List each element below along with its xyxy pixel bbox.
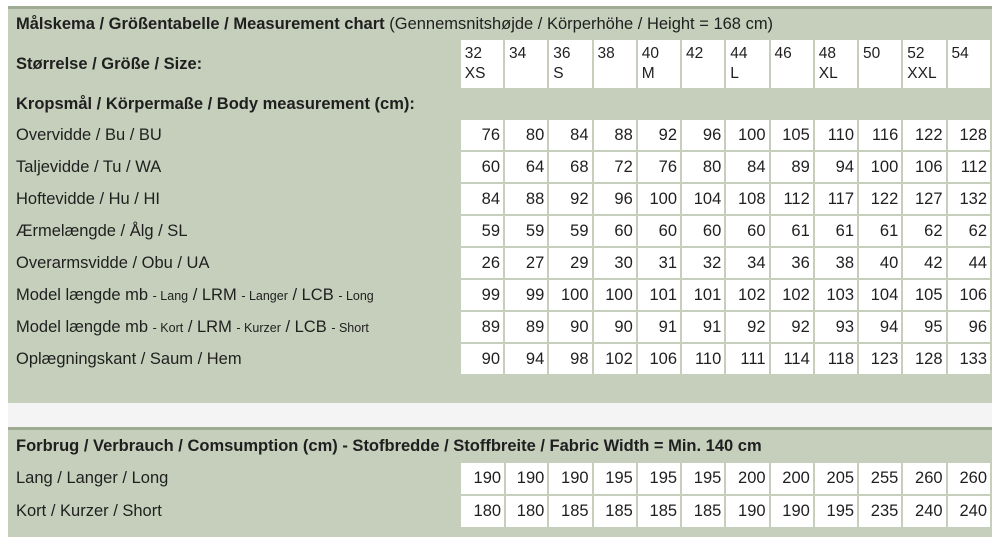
row-label: Kort / Kurzer / Short [16,502,162,520]
value-cell: 76 [638,152,680,182]
value-cell: 93 [815,312,857,342]
row-label-part: / LCB [280,317,332,336]
row-label-part: Overvidde / Bu / BU [16,125,162,144]
chart-title-height-note: (Gennemsnitshøjde / Körperhöhe / Height = 168 cm) [389,15,774,33]
value-cell: 84 [726,152,768,182]
value-cell: 60 [682,216,724,246]
value-cell: 132 [948,184,990,214]
value-cell: 99 [505,280,547,310]
value-cell: 90 [549,312,591,342]
table-row [10,312,990,342]
table-row [10,184,990,214]
value-cell: 104 [859,280,901,310]
value-cell: 128 [948,120,990,150]
value-cell: 44 [948,248,990,278]
value-cell: 100 [549,280,591,310]
size-letter [863,64,901,84]
row-label [10,120,459,150]
value-cell: 90 [594,312,636,342]
value-cell: 127 [903,184,945,214]
row-label [10,344,459,374]
row-label-part: Hoftevidde / Hu / HI [16,189,160,208]
value-cell: 92 [549,184,591,214]
row-label-part: Model længde mb [16,317,153,336]
value-cell: 59 [505,216,547,246]
value-cell: 102 [594,344,636,374]
value-cell: 61 [859,216,901,246]
value-cell: 90 [461,344,503,374]
value-cell: 62 [948,216,990,246]
row-label-part: - Lang [152,288,189,303]
value-cell: 99 [461,280,503,310]
size-letter [686,64,724,84]
row-label [10,216,459,246]
value-cell: 103 [815,280,857,310]
value-cell: 185 [594,496,636,527]
value-cell: 102 [771,280,813,310]
value-cell: 92 [726,312,768,342]
size-header [948,40,990,88]
size-number: 54 [951,45,969,62]
value-cell: 59 [549,216,591,246]
row-label [10,312,459,342]
value-cell: 240 [948,496,990,527]
value-cell: 190 [771,496,813,527]
value-cell: 98 [549,344,591,374]
row-label-part: / LCB [287,285,339,304]
row-label [10,280,459,310]
value-cell: 84 [461,184,503,214]
value-cell: 59 [461,216,503,246]
value-cell: 190 [549,463,591,494]
value-cell: 260 [903,463,945,494]
table-row [10,216,990,246]
row-label-part: / LRM [183,317,237,336]
value-cell: 255 [859,463,901,494]
value-cell: 32 [682,248,724,278]
value-cell: 185 [549,496,591,527]
value-cell: 180 [506,496,547,527]
row-label-part: Oplægningskant / Saum / Hem [16,349,242,368]
value-cell: 104 [682,184,724,214]
size-header [549,40,591,88]
size-number: 42 [686,45,704,62]
value-cell: 80 [505,120,547,150]
value-cell: 190 [461,463,504,494]
size-letter [775,64,813,84]
value-cell: 95 [903,312,945,342]
size-letter: M [641,65,655,82]
value-cell: 94 [505,344,547,374]
row-label-part: - Langer [241,288,288,303]
value-cell: 200 [771,463,813,494]
size-letter: L [730,65,739,82]
value-cell: 112 [948,152,990,182]
size-header [903,40,945,88]
size-number: 32 [464,45,483,62]
value-cell: 92 [771,312,813,342]
value-cell: 180 [461,496,504,527]
value-cell: 205 [815,463,857,494]
row-label-part: Taljevidde / Tu / WA [16,157,162,176]
size-letter: XS [464,65,486,82]
consumption-chart [8,427,992,537]
value-cell: 30 [594,248,636,278]
row-label-part: - Kurzer [236,320,281,335]
table-row [10,248,990,278]
row-label-part: Model længde mb [16,285,153,304]
section-row [10,90,990,118]
size-number: 38 [597,45,615,62]
value-cell: 62 [903,216,945,246]
measurement-table [8,9,992,376]
table-row [10,344,990,374]
size-header [594,40,636,88]
value-cell: 60 [461,152,503,182]
value-cell: 88 [505,184,547,214]
size-number: 44 [730,45,748,62]
value-cell: 91 [682,312,724,342]
table-row [10,463,990,494]
size-letter: XXL [907,65,937,82]
chart-title-bold: Målskema / Größentabelle / Measurement chart [16,15,385,33]
value-cell: 110 [815,120,857,150]
size-number: 48 [818,45,837,62]
value-cell: 76 [461,120,503,150]
row-label-part: - Kort [152,320,184,335]
value-cell: 235 [859,496,901,527]
value-cell: 110 [682,344,724,374]
row-label-part: - Short [331,320,369,335]
section-separator [8,403,992,427]
value-cell: 36 [771,248,813,278]
measurement-chart [8,6,992,403]
row-label: Lang / Langer / Long [16,469,169,487]
size-header [682,40,724,88]
value-cell: 91 [638,312,680,342]
size-letter [509,64,547,84]
size-header [815,40,857,88]
size-number: 34 [509,45,527,62]
size-label: Størrelse / Größe / Size: [16,54,203,73]
value-cell: 94 [859,312,901,342]
value-cell: 195 [815,496,857,527]
value-cell: 96 [948,312,990,342]
value-cell: 89 [505,312,547,342]
size-header [859,40,901,88]
value-cell: 94 [815,152,857,182]
size-letter [952,64,990,84]
size-number: 40 [641,45,660,62]
value-cell: 118 [815,344,857,374]
table-row [10,280,990,310]
table-row [10,152,990,182]
size-number: 52 [907,45,925,62]
value-cell: 96 [682,120,724,150]
value-cell: 133 [948,344,990,374]
size-number: 36 [553,45,571,62]
value-cell: 102 [726,280,768,310]
consumption-header-row [10,432,990,461]
value-cell: 116 [859,120,901,150]
size-header [461,40,503,88]
table-row [10,496,990,527]
row-label-part: / LRM [188,285,242,304]
row-label [10,184,459,214]
value-cell: 190 [506,463,547,494]
value-cell: 106 [903,152,945,182]
value-cell: 128 [903,344,945,374]
size-header [771,40,813,88]
value-cell: 89 [771,152,813,182]
value-cell: 38 [815,248,857,278]
consumption-table [8,430,992,529]
value-cell: 117 [815,184,857,214]
size-letter [598,64,636,84]
size-letter: XL [818,65,838,82]
title-row [10,11,990,38]
table-row [10,120,990,150]
size-row [10,40,990,88]
value-cell: 61 [771,216,813,246]
value-cell: 100 [859,152,901,182]
value-cell: 185 [638,496,680,527]
value-cell: 42 [903,248,945,278]
value-cell: 123 [859,344,901,374]
value-cell: 27 [505,248,547,278]
value-cell: 26 [461,248,503,278]
value-cell: 200 [726,463,768,494]
value-cell: 122 [903,120,945,150]
value-cell: 84 [549,120,591,150]
size-header [638,40,680,88]
consumption-header: Forbrug / Verbrauch / Comsumption (cm) - Stofbredde / Stoffbreite / Fabric Width = Min. 140 cm [16,437,762,455]
size-header [505,40,547,88]
value-cell: 80 [682,152,724,182]
value-cell: 64 [505,152,547,182]
value-cell: 185 [682,496,724,527]
value-cell: 60 [638,216,680,246]
value-cell: 100 [594,280,636,310]
value-cell: 34 [726,248,768,278]
value-cell: 112 [771,184,813,214]
value-cell: 72 [594,152,636,182]
value-cell: 105 [771,120,813,150]
row-label [10,248,459,278]
value-cell: 195 [638,463,680,494]
value-cell: 106 [948,280,990,310]
value-cell: 101 [682,280,724,310]
value-cell: 111 [726,344,768,374]
value-cell: 92 [638,120,680,150]
size-number: 46 [774,45,792,62]
row-label-part: Overarmsvidde / Obu / UA [16,253,210,272]
value-cell: 61 [815,216,857,246]
value-cell: 68 [549,152,591,182]
value-cell: 105 [903,280,945,310]
chart-title [10,11,990,38]
value-cell: 195 [594,463,636,494]
row-label-part: Ærmelængde / Ålg / SL [16,221,188,240]
value-cell: 108 [726,184,768,214]
value-cell: 96 [594,184,636,214]
value-cell: 260 [948,463,990,494]
value-cell: 195 [682,463,724,494]
value-cell: 60 [726,216,768,246]
body-measurement-header: Kropsmål / Körpermaße / Body measurement (cm): [16,94,415,113]
value-cell: 100 [726,120,768,150]
value-cell: 60 [594,216,636,246]
row-label [10,152,459,182]
value-cell: 240 [903,496,945,527]
value-cell: 40 [859,248,901,278]
value-cell: 89 [461,312,503,342]
value-cell: 100 [638,184,680,214]
size-number: 50 [863,45,881,62]
value-cell: 31 [638,248,680,278]
value-cell: 122 [859,184,901,214]
value-cell: 114 [771,344,813,374]
size-header [726,40,768,88]
value-cell: 190 [726,496,768,527]
size-letter: S [553,65,564,82]
value-cell: 29 [549,248,591,278]
value-cell: 101 [638,280,680,310]
row-label-part: - Long [338,288,374,303]
value-cell: 88 [594,120,636,150]
value-cell: 106 [638,344,680,374]
